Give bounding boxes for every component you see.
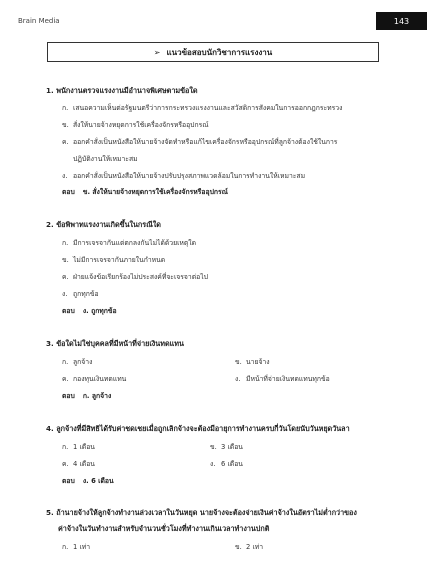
question-1-answer: ตอบ ข. สั่งให้นายจ้างหยุดการใช้เครื่องจักรหรืออุปกรณ์ [62,188,228,196]
question-3-answer: ตอบ ก. ลูกจ้าง [62,392,112,400]
question-1-title: 1. พนักงานตรวจแรงงานมีอำนาจพิเศษตามข้อใด [46,86,198,95]
question-1-option-a: ก. เสนอความเห็นต่อรัฐมนตรีว่าการกระทรวงแรงงานและสวัสดิการสังคมในการออกกฎกระทรวง [62,104,343,112]
question-3-option-a: ก. ลูกจ้าง [62,358,93,366]
question-3-option-d: ง. มีหน้าที่จ่ายเงินทดแทนทุกข้อ [235,375,330,383]
page-number: 143 [376,12,427,30]
question-4-title: 4. ลูกจ้างที่มีสิทธิได้รับค่าชดเชยเมื่อถูกเลิกจ้างจะต้องมีอายุการทำงานครบกี่วันโดยนับวันหยุดวันลา [46,424,350,433]
question-5-title-cont: ค่าจ้างในวันทำงานสำหรับจำนวนชั่วโมงที่ทำงานเกินเวลาทำงานปกติ [58,524,270,533]
question-2-option-d: ง. ถูกทุกข้อ [62,290,99,298]
question-2-answer: ตอบ ง. ถูกทุกข้อ [62,307,117,315]
question-2-option-b: ข. ไม่มีการเจรจากันภายในกำหนด [62,256,166,264]
question-2-option-a: ก. มีการเจรจากันแต่ตกลงกันไม่ได้ด้วยเหตุใด [62,239,197,247]
section-title-box [47,42,379,62]
question-4-option-a: ก. 1 เดือน [62,443,95,451]
question-3-title: 3. ข้อใดไม่ใช่บุคคลที่มีหน้าที่จ่ายเงินทดแทน [46,339,184,348]
question-3-option-c: ค. กองทุนเงินทดแทน [62,375,127,383]
arrow-icon: ➢ [153,47,161,57]
question-5-title: 5. ถ้านายจ้างให้ลูกจ้างทำงานล่วงเวลาในวันหยุด นายจ้างจะต้องจ่ายเงินค่าจ้างในอัตราไม่ต่ำกว่าของ [46,508,357,517]
question-5-option-b: ข. 2 เท่า [235,543,264,551]
question-1-option-d: ง. ออกคำสั่งเป็นหนังสือให้นายจ้างปรับปรุงสภาพแวดล้อมในการทำงานให้เหมาะสม [62,172,306,180]
question-2-option-c: ค. ฝ่ายแจ้งข้อเรียกร้องไม่ประสงค์ที่จะเจรจาต่อไป [62,273,208,281]
section-title: แนวข้อสอบนักวิชาการแรงงาน [166,47,273,57]
brand-name: Brain Media [18,17,60,25]
question-1-option-c: ค. ออกคำสั่งเป็นหนังสือให้นายจ้างจัดทำหรือแก้ไขเครื่องจักรหรืออุปกรณ์ที่ลูกจ้างต้องใช้ในการ [62,138,338,146]
question-1-option-b: ข. สั่งให้นายจ้างหยุดการใช้เครื่องจักรหรืออุปกรณ์ [62,121,209,129]
question-5-option-a: ก. 1 เท่า [62,543,91,551]
question-2-title: 2. ข้อพิพาทแรงงานเกิดขึ้นในกรณีใด [46,220,161,229]
question-4-option-d: ง. 6 เดือน [210,460,243,468]
question-3-option-b: ข. นายจ้าง [235,358,270,366]
question-1-option-c-cont: ปฏิบัติงานให้เหมาะสม [73,155,138,163]
question-4-option-b: ข. 3 เดือน [210,443,243,451]
question-4-option-c: ค. 4 เดือน [62,460,95,468]
question-4-answer: ตอบ ง. 6 เดือน [62,477,114,485]
